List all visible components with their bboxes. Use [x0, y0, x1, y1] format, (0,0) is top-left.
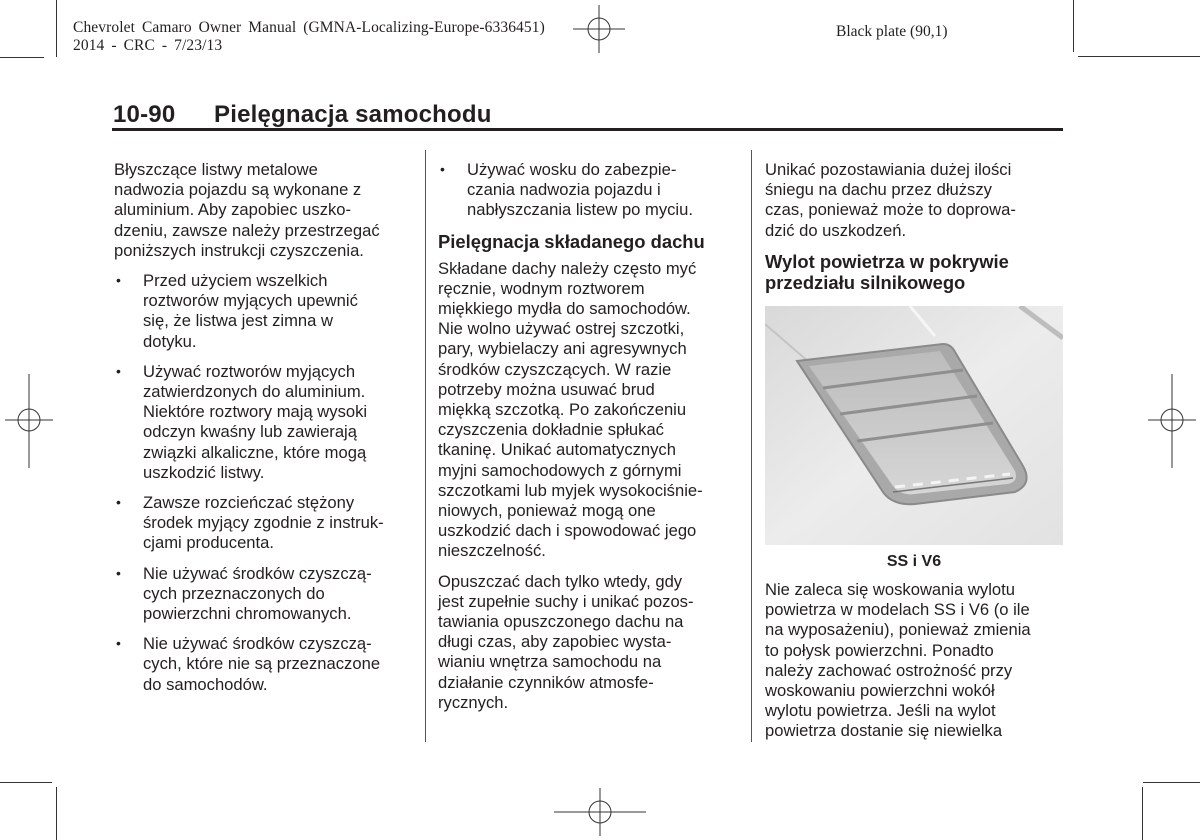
crop-mark	[1078, 56, 1200, 57]
text-line: Błyszczące listwy metalowe	[114, 160, 318, 179]
text-line: miękkiego mydła do samochodów.	[438, 299, 691, 319]
text-line: uszkodzić dach i spowodować jego	[438, 521, 697, 541]
waxing-vent-paragraph	[765, 580, 1065, 742]
text-line: środek myjący zgodnie z instruk-	[143, 513, 384, 533]
text-line: myjni samochodowych z górnymi	[438, 460, 682, 480]
text-line: niowych, ponieważ mogą one	[438, 501, 656, 521]
text-line: Unikać pozostawiania dużej ilości	[765, 160, 1012, 179]
text-line: nieszczelność.	[438, 541, 546, 561]
section-title: Pielęgnacja samochodu	[214, 101, 492, 128]
snow-paragraph	[765, 160, 1065, 241]
text-line: Przed użyciem wszelkich	[143, 271, 328, 291]
text-line: Nie zaleca się woskowania wylotu	[765, 580, 1015, 599]
title-rule	[112, 128, 1063, 131]
text-line: działanie czynników atmosfe-	[438, 672, 654, 692]
text-line: Nie używać środków czyszczą-	[143, 634, 372, 654]
text-line: ręcznie, wodnym roztworem	[438, 278, 645, 298]
text-line: dotyku.	[143, 331, 197, 351]
text-line: się, że listwa jest zimna w	[143, 311, 333, 331]
text-line: cych przeznaczonych do	[143, 583, 325, 603]
text-line: długi czas, aby zapobiec wysta-	[438, 632, 672, 652]
text-line: do samochodów.	[143, 674, 268, 694]
column-2	[438, 160, 738, 723]
text-line: roztworów myjących upewnić	[143, 291, 358, 311]
text-line: to połysk powierzchni. Ponadto	[765, 640, 994, 660]
text-line: dzeniu, zawsze należy przestrzegać	[114, 220, 380, 240]
text-line: Opuszczać dach tylko wtedy, gdy	[438, 571, 683, 591]
figure-caption: SS i V6	[886, 553, 942, 570]
intro-paragraph	[114, 160, 414, 261]
text-line: środków czyszczących. W razie	[438, 359, 672, 379]
text-line: woskowaniu powierzchni wokół	[765, 681, 995, 701]
crop-mark	[0, 782, 52, 783]
text-line: czyszczenia dokładnie spłukać	[438, 420, 664, 440]
text-line: cych, które nie są przeznaczone	[143, 654, 381, 674]
text-line: tawiania opuszczonego dachu na	[438, 612, 684, 632]
list-item	[438, 160, 738, 221]
registration-mark-icon	[5, 374, 53, 468]
print-date: 2014 - CRC - 7/23/13	[73, 37, 223, 54]
text-line: tkaninę. Unikać automatycznych	[438, 440, 676, 460]
crop-mark	[1073, 0, 1074, 52]
bullet-icon: •	[116, 362, 121, 379]
column-divider	[751, 150, 752, 742]
text-line: czas, ponieważ może to doprowa-	[765, 200, 1016, 220]
crop-mark	[1142, 787, 1143, 840]
bullet-icon: •	[440, 161, 445, 177]
list-item	[114, 564, 414, 625]
text-line: aluminium. Aby zapobiec uszko-	[114, 200, 352, 220]
text-line: nadwozia pojazdu są wykonane z	[114, 180, 362, 200]
manual-identifier: Chevrolet Camaro Owner Manual (GMNA-Localizing-Europe-6336451)	[73, 19, 545, 36]
text-line: należy zachować ostrożność przy	[765, 660, 1013, 680]
text-line: powietrza dostanie się niewielka	[765, 721, 1003, 741]
text-line: wylotu powietrza. Jeśli na wylot	[765, 701, 996, 721]
text-line: odczyn kwaśny lub zawierają	[143, 422, 357, 442]
cleaning-instructions-list	[114, 271, 414, 695]
heading-line: Wylot powietrza w pokrywie	[765, 250, 1009, 272]
text-line: zatwierdzonych do aluminium.	[143, 382, 366, 402]
column-3-continued	[765, 580, 1065, 752]
text-line: pary, wybielaczy ani agresywnych	[438, 339, 687, 359]
text-line: Składane dachy należy często myć	[438, 258, 697, 278]
registration-mark-icon	[1148, 374, 1196, 468]
page-number: 10-90	[113, 101, 176, 128]
convertible-care-paragraph	[438, 259, 738, 562]
hood-vent-figure	[765, 306, 1063, 545]
text-line: uszkodzić listwy.	[143, 462, 265, 482]
registration-mark-icon	[554, 788, 646, 836]
text-line: Nie wolno używać ostrej szczotki,	[438, 319, 685, 339]
section-heading-hood-vent	[765, 251, 1065, 293]
list-item	[114, 271, 414, 352]
text-line: na wyposażeniu), ponieważ zmienia	[765, 620, 1031, 640]
hood-vent-photo	[765, 306, 1063, 545]
text-line: cjami producenta.	[143, 533, 274, 553]
column-1	[114, 160, 414, 705]
text-line: związki alkaliczne, które mogą	[143, 442, 367, 462]
lowering-top-paragraph	[438, 572, 738, 713]
registration-mark-icon	[573, 5, 625, 53]
text-line: Używać wosku do zabezpie-	[467, 160, 677, 179]
list-item	[114, 493, 414, 554]
bullet-icon: •	[116, 635, 121, 652]
bullet-icon: •	[116, 272, 121, 289]
text-line: Niektóre roztwory mają wysoki	[143, 402, 368, 422]
heading-line: przedziału silnikowego	[765, 271, 966, 293]
section-heading-convertible-top: Pielęgnacja składanego dachu	[438, 230, 705, 252]
page-title	[113, 101, 492, 129]
text-line: jest zupełnie suchy i unikać pozos-	[438, 591, 694, 611]
text-line: nabłyszczania listew po myciu.	[467, 200, 693, 220]
text-line: poniższych instrukcji czyszczenia.	[114, 240, 364, 260]
text-line: Używać roztworów myjących	[143, 361, 356, 381]
column-divider	[425, 150, 426, 742]
text-line: powierzchni chromowanych.	[143, 604, 352, 624]
bullet-icon: •	[116, 564, 121, 581]
crop-mark	[56, 787, 57, 840]
text-line: Nie używać środków czyszczą-	[143, 563, 372, 583]
waxing-list	[438, 160, 738, 221]
crop-mark	[1143, 782, 1200, 783]
text-line: śniegu na dachu przez dłuższy	[765, 180, 992, 200]
plate-label: Black plate (90,1)	[836, 23, 948, 40]
text-line: potrzeby można usuwać brud	[438, 379, 655, 399]
list-item	[114, 634, 414, 695]
print-metadata	[73, 19, 545, 55]
text-line: dzić do uszkodzeń.	[765, 220, 907, 240]
text-line: Zawsze rozcieńczać stężony	[143, 493, 355, 513]
list-item	[114, 362, 414, 483]
crop-mark	[56, 0, 57, 57]
text-line: powietrza w modelach SS i V6 (o ile	[765, 600, 1030, 620]
text-line: szczotkami lub myjek wysokociśnie-	[438, 480, 703, 500]
column-3	[765, 160, 1065, 300]
crop-mark	[0, 57, 44, 58]
text-line: wianiu wnętrza samochodu na	[438, 652, 662, 672]
text-line: czania nadwozia pojazdu i	[467, 180, 661, 200]
bullet-icon: •	[116, 494, 121, 511]
text-line: miękką szczotką. Po zakończeniu	[438, 400, 687, 420]
text-line: rycznych.	[438, 692, 509, 712]
